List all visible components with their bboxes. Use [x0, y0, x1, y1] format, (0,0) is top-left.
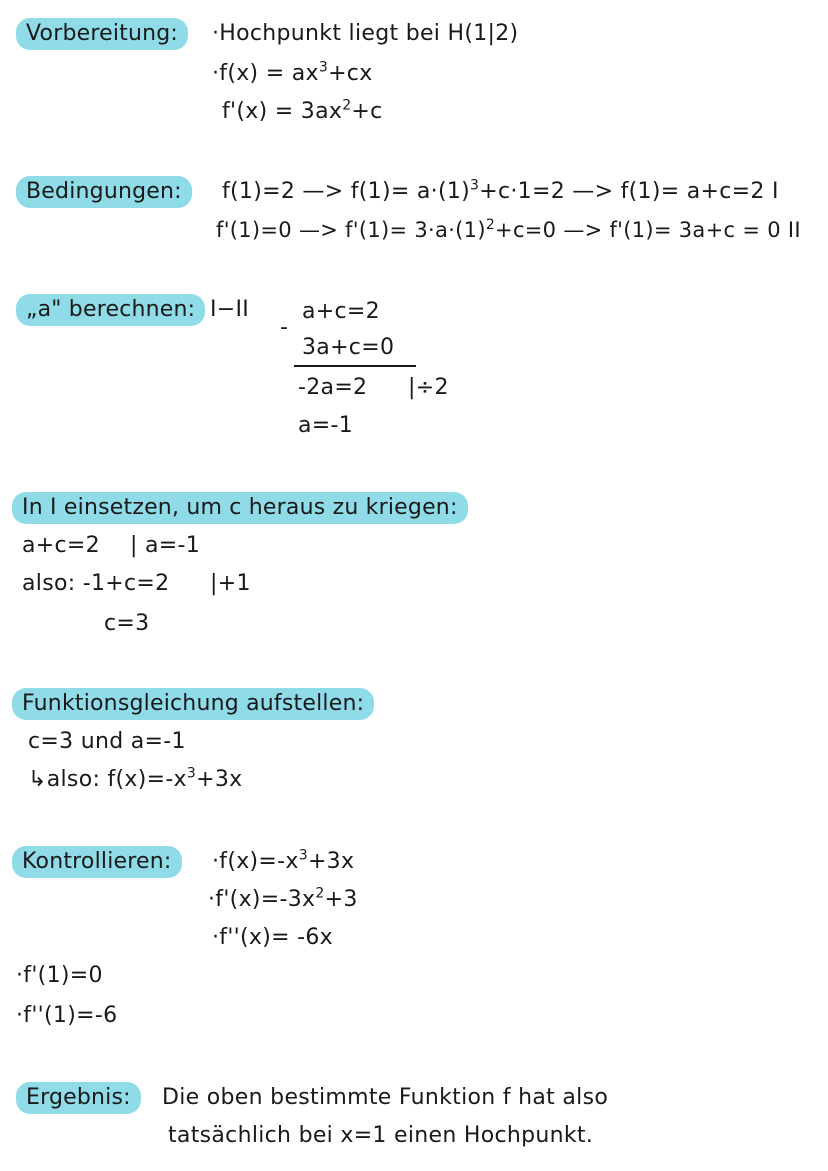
heading-preparation: Vorbereitung: [16, 18, 188, 50]
minus-sign: - [280, 315, 289, 340]
equation-3: -2a=2 [298, 375, 368, 400]
equation-4: a=-1 [298, 413, 354, 438]
insert-line-2: also: -1+c=2 [22, 571, 170, 596]
equation-line-1: c=3 und a=-1 [28, 729, 186, 754]
check-line-1: $\cdot f(x)=-x^3+3x$ [212, 847, 355, 874]
check-line-4: ·f'(1)=0 [16, 963, 103, 988]
result-line-1: Die oben bestimmte Funktion f hat also [162, 1085, 609, 1110]
high-point-line: ·Hochpunkt liegt bei H(1|2) [212, 21, 519, 46]
check-line-5: ·f''(1)=-6 [16, 1003, 118, 1028]
insert-line-1: a+c=2 [22, 533, 100, 558]
heading-insert: In I einsetzen, um c heraus zu kriegen: [12, 492, 468, 524]
equation-3-note: |÷2 [408, 375, 449, 400]
insert-line-3: c=3 [104, 611, 150, 636]
heading-check: Kontrollieren: [12, 846, 182, 878]
heading-equation: Funktionsgleichung aufstellen: [12, 688, 374, 720]
heading-conditions: Bedingungen: [16, 176, 192, 208]
insert-line-1-note: | a=-1 [130, 533, 201, 558]
condition-1: f(1)=2 —> $f(1)= a\cdot(1)^3+c\cdot 1=2$ —> f(1)= a+c=2 I [222, 177, 779, 204]
insert-line-2-note: |+1 [210, 571, 251, 596]
result-line-2: tatsächlich bei x=1 einen Hochpunkt. [168, 1123, 594, 1148]
check-line-2: $\cdot f'(x)=-3x^2+3$ [208, 885, 358, 912]
condition-2: f'(1)=0 —> $f'(1)= 3\cdot a\cdot(1)^2+c=0$ —> f'(1)= 3a+c = 0 II [216, 217, 801, 242]
subtraction-line [294, 365, 416, 367]
derivative-line: $f'(x) = 3ax^2+c$ [222, 97, 383, 124]
heading-compute-a: „a" berechnen: [16, 294, 205, 326]
equation-line-2: ↳also: $f(x)=-x^3+3x$ [28, 765, 243, 792]
function-line: $\cdot f(x) = ax^3+cx$ [212, 59, 373, 86]
op-label: I−II [210, 297, 250, 322]
check-line-3: ·f''(x)= -6x [212, 925, 334, 950]
equation-2: 3a+c=0 [302, 335, 395, 360]
equation-1: a+c=2 [302, 299, 380, 324]
heading-result: Ergebnis: [16, 1082, 141, 1114]
